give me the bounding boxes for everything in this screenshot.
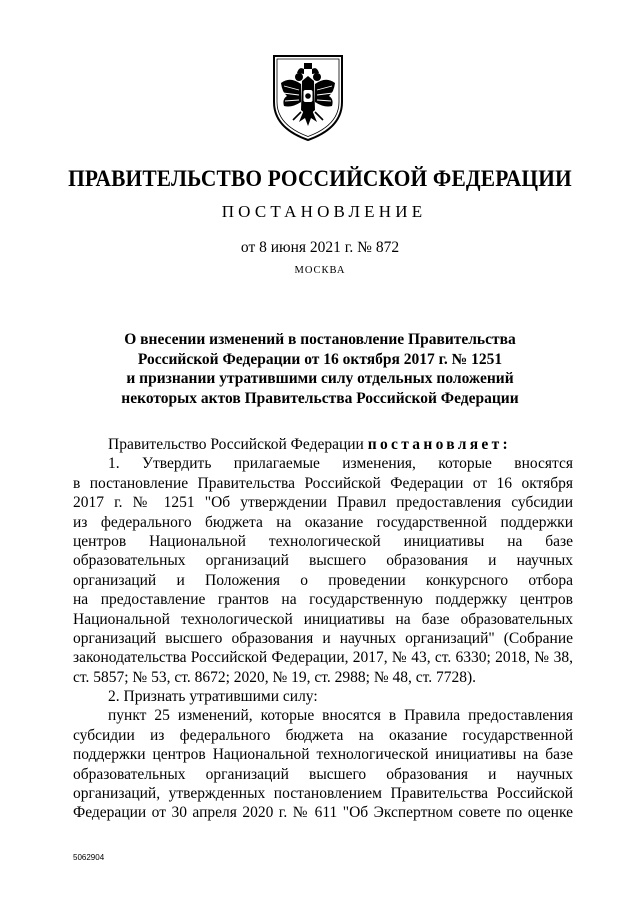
body-line: Федерации от 30 апреля 2020 г. № 611 "Об Экспертном совете по оценке [73,804,573,822]
document-city: МОСКВА [294,265,346,276]
coat-of-arms-emblem [268,50,348,142]
body-line: пункт 25 изменений, которые вносятся в Правила предоставления [108,707,573,725]
body-line: 1. Утвердить прилагаемые изменения, которые вносятся [108,455,573,473]
body-line: 2. Признать утратившими силу: [108,688,318,706]
preamble-lead: Правительство Российской Федерации [108,436,368,453]
document-subject [0,330,640,408]
preamble-decree-word: постановляет: [367,436,511,453]
body-line: организаций, утвержденных постановлением Правительства Российской [73,785,573,803]
subject-line: и признании утратившими силу отдельных положений [126,370,514,387]
subject-line: Российской Федерации от 16 октября 2017 г. № 1251 [137,350,503,368]
body-line: образовательных организаций высшего образования и научных [73,552,573,570]
document-body [73,435,573,823]
body-line: ст. 5857; № 53, ст. 8672; 2020, № 19, ст. 2988; № 48, ст. 7728). [73,668,477,686]
body-line: из федерального бюджета на оказание государственной поддержки [73,513,573,531]
body-line: Национальной технологической инициативы на базе образовательных [73,610,573,628]
document-type: ПОСТАНОВЛЕНИЕ [221,202,427,221]
government-title: ПРАВИТЕЛЬСТВО РОССИЙСКОЙ ФЕДЕРАЦИИ [68,166,572,191]
body-line: организаций высшего образования и научных организаций" (Собрание [73,629,573,647]
subject-line: О внесении изменений в постановление Правительства [124,331,516,348]
subject-line: некоторых актов Правительства Российской Федерации [121,389,519,407]
body-line: субсидии из федерального бюджета на оказание государственной [73,726,573,744]
body-line: законодательства Российской Федерации, 2017, № 43, ст. 6330; 2018, № 38, [73,649,573,667]
body-line: на предоставление грантов на государственную поддержку центров [73,591,573,609]
body-line: 2017 г. № 1251 "Об утверждении Правил предоставления субсидии [73,494,573,512]
body-line: поддержки центров Национальной технологической инициативы на базе [73,746,573,764]
footer-document-code: 5062904 [73,853,105,862]
body-line: организаций и Положения о проведении конкурсного отбора [73,571,573,589]
body-line: образовательных организаций высшего образования и научных [73,765,573,783]
preamble [73,435,573,454]
body-line: в постановление Правительства Российской Федерации от 16 октября [73,474,573,492]
document-date-number: от 8 июня 2021 г. № 872 [240,239,400,256]
body-line: центров Национальной технологической инициативы на базе [73,532,573,550]
